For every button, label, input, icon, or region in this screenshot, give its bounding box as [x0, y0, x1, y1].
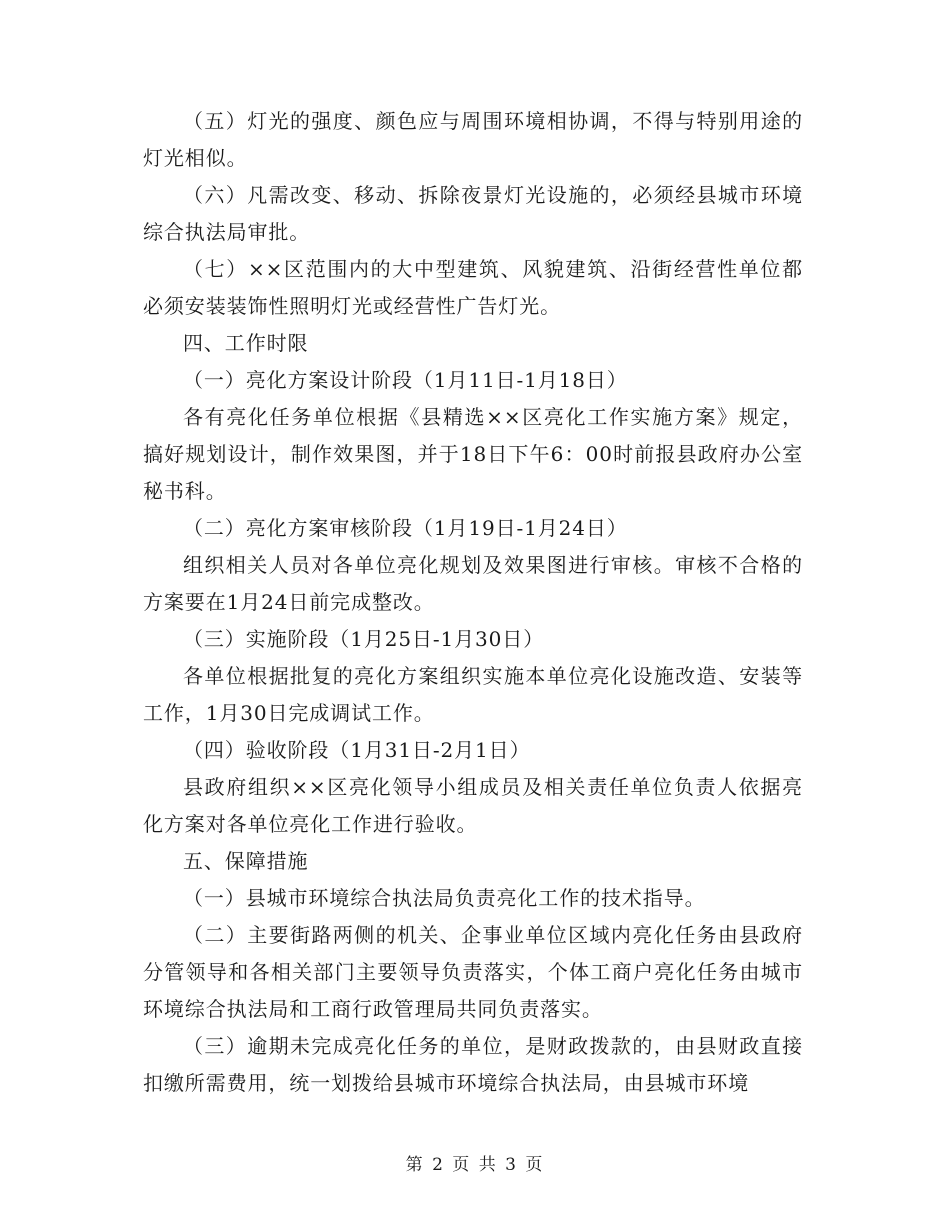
- paragraph: 县政府组织××区亮化领导小组成员及相关责任单位负责人依据亮化方案对各单位亮化工作进行验收。: [143, 775, 803, 836]
- paragraph: （五）灯光的强度、颜色应与周围环境相协调，不得与特别用途的灯光相似。: [143, 109, 803, 170]
- paragraph: 各单位根据批复的亮化方案组织实施本单位亮化设施改造、安装等工作，1月30日完成调试工作。: [143, 664, 803, 725]
- section-heading: 五、保障措施: [183, 849, 309, 873]
- paragraph: （二）主要街路两侧的机关、企事业单位区域内亮化任务由县政府分管领导和各相关部门主要领导负责落实，个体工商户亮化任务由城市环境综合执法局和工商行政管理局共同负责落实。: [143, 923, 803, 1021]
- subsection-heading: （二）亮化方案审核阶段（1月19日-1月24日）: [183, 516, 628, 540]
- paragraph: （三）逾期未完成亮化任务的单位，是财政拨款的，由县财政直接扣缴所需费用，统一划拨给县城市环境综合执法局，由县城市环境: [143, 1034, 803, 1095]
- paragraph: （六）凡需改变、移动、拆除夜景灯光设施的，必须经县城市环境综合执法局审批。: [143, 183, 803, 244]
- document-body: [143, 103, 803, 1102]
- subsection-heading: （四）验收阶段（1月31日-2月1日）: [183, 738, 531, 762]
- paragraph: （七）××区范围内的大中型建筑、风貌建筑、沿街经营性单位都必须安装装饰性照明灯光或经营性广告灯光。: [143, 257, 803, 318]
- page-number-footer: 第 2 页 共 3 页: [405, 1155, 545, 1175]
- paragraph: 组织相关人员对各单位亮化规划及效果图进行审核。审核不合格的方案要在1月24日前完成整改。: [143, 553, 803, 614]
- subsection-heading: （一）亮化方案设计阶段（1月11日-1月18日）: [183, 368, 628, 392]
- section-heading: 四、工作时限: [183, 331, 309, 355]
- paragraph: （一）县城市环境综合执法局负责亮化工作的技术指导。: [183, 886, 706, 910]
- paragraph: 各有亮化任务单位根据《县精选××区亮化工作实施方案》规定，搞好规划设计，制作效果图，并于18日下午6：00时前报县政府办公室秘书科。: [143, 405, 803, 503]
- subsection-heading: （三）实施阶段（1月25日-1月30日）: [183, 627, 545, 651]
